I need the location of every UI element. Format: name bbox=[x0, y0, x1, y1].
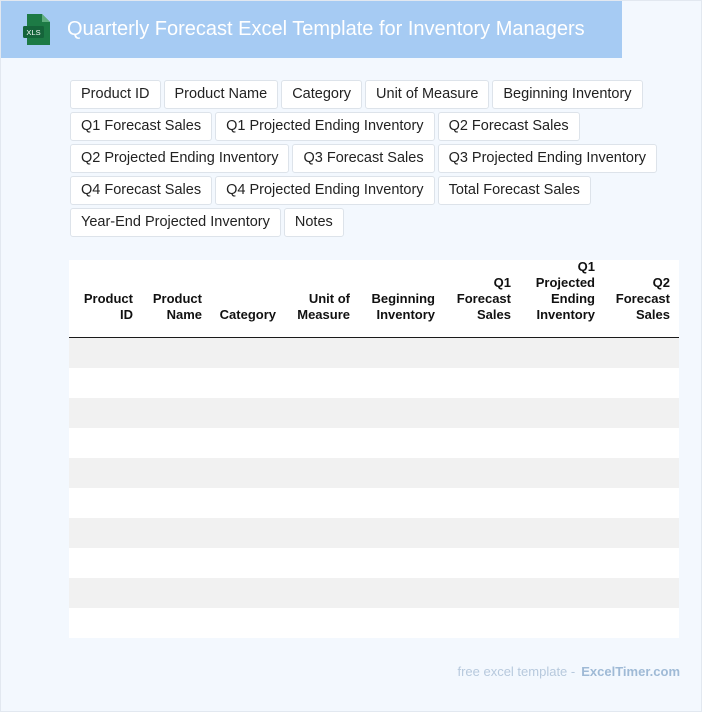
table-row bbox=[69, 428, 679, 458]
page-header bbox=[1, 1, 622, 58]
table-column-header bbox=[297, 291, 350, 323]
forecast-table bbox=[69, 260, 679, 638]
column-header-line: Inventory bbox=[536, 307, 595, 322]
column-header-line: Inventory bbox=[376, 307, 435, 322]
xls-icon-label: XLS bbox=[26, 28, 41, 37]
column-chip[interactable]: Notes bbox=[284, 208, 344, 237]
column-header-line: Forecast bbox=[615, 291, 670, 306]
column-header-line: Sales bbox=[636, 307, 670, 322]
table-header bbox=[69, 260, 679, 338]
column-header-line: Name bbox=[166, 307, 202, 322]
footer-brand-link[interactable]: ExcelTimer.com bbox=[581, 664, 680, 679]
column-chip[interactable]: Q2 Projected Ending Inventory bbox=[70, 144, 289, 173]
xls-file-icon bbox=[23, 14, 50, 45]
column-header-line: Sales bbox=[477, 307, 511, 322]
table-column-header bbox=[457, 275, 511, 323]
column-chip[interactable]: Product ID bbox=[70, 80, 161, 109]
column-header-line: Measure bbox=[297, 307, 350, 322]
table-column-header bbox=[536, 259, 595, 323]
chip-row bbox=[70, 208, 670, 237]
table-row bbox=[69, 488, 679, 518]
chip-row bbox=[70, 112, 670, 141]
column-header-line: Q1 bbox=[577, 259, 595, 274]
column-header-line: ID bbox=[120, 307, 133, 322]
chip-row bbox=[70, 176, 670, 205]
column-chip[interactable]: Year-End Projected Inventory bbox=[70, 208, 281, 237]
column-chip[interactable]: Q3 Forecast Sales bbox=[292, 144, 434, 173]
table-row bbox=[69, 368, 679, 398]
footer bbox=[457, 664, 680, 679]
table-column-header bbox=[220, 307, 276, 323]
column-chip[interactable]: Q1 Forecast Sales bbox=[70, 112, 212, 141]
table-row bbox=[69, 518, 679, 548]
footer-text: free excel template - bbox=[457, 664, 576, 679]
column-header-line: Product bbox=[83, 291, 133, 306]
column-header-line: Unit of bbox=[308, 291, 350, 306]
column-chip[interactable]: Unit of Measure bbox=[365, 80, 489, 109]
column-header-line: Category bbox=[219, 307, 276, 322]
column-chip[interactable]: Q2 Forecast Sales bbox=[438, 112, 580, 141]
table-column-header bbox=[616, 275, 670, 323]
column-chip[interactable]: Q4 Forecast Sales bbox=[70, 176, 212, 205]
column-chip[interactable]: Category bbox=[281, 80, 362, 109]
column-header-line: Beginning bbox=[371, 291, 435, 306]
chip-row bbox=[70, 144, 670, 173]
page-title: Quarterly Forecast Excel Template for Inventory Managers bbox=[67, 18, 585, 40]
column-header-line: Product bbox=[152, 291, 202, 306]
column-header-line: Q1 bbox=[493, 275, 511, 290]
column-chip[interactable]: Beginning Inventory bbox=[492, 80, 642, 109]
table-column-header bbox=[153, 291, 202, 323]
column-header-line: Projected bbox=[535, 275, 595, 290]
table-column-header bbox=[84, 291, 133, 323]
table-row bbox=[69, 608, 679, 638]
column-header-line: Forecast bbox=[456, 291, 511, 306]
column-chip[interactable]: Product Name bbox=[164, 80, 279, 109]
column-chip[interactable]: Total Forecast Sales bbox=[438, 176, 591, 205]
chip-row bbox=[70, 80, 670, 109]
column-chip[interactable]: Q1 Projected Ending Inventory bbox=[215, 112, 434, 141]
column-header-line: Ending bbox=[550, 291, 595, 306]
table-row bbox=[69, 548, 679, 578]
table-column-header bbox=[371, 291, 435, 323]
column-chip[interactable]: Q3 Projected Ending Inventory bbox=[438, 144, 657, 173]
table-body bbox=[69, 338, 679, 638]
column-chip[interactable]: Q4 Projected Ending Inventory bbox=[215, 176, 434, 205]
column-header-line: Q2 bbox=[652, 275, 670, 290]
table-row bbox=[69, 338, 679, 368]
column-chip-list bbox=[70, 80, 670, 240]
table-row bbox=[69, 578, 679, 608]
table-row bbox=[69, 398, 679, 428]
table-row bbox=[69, 458, 679, 488]
